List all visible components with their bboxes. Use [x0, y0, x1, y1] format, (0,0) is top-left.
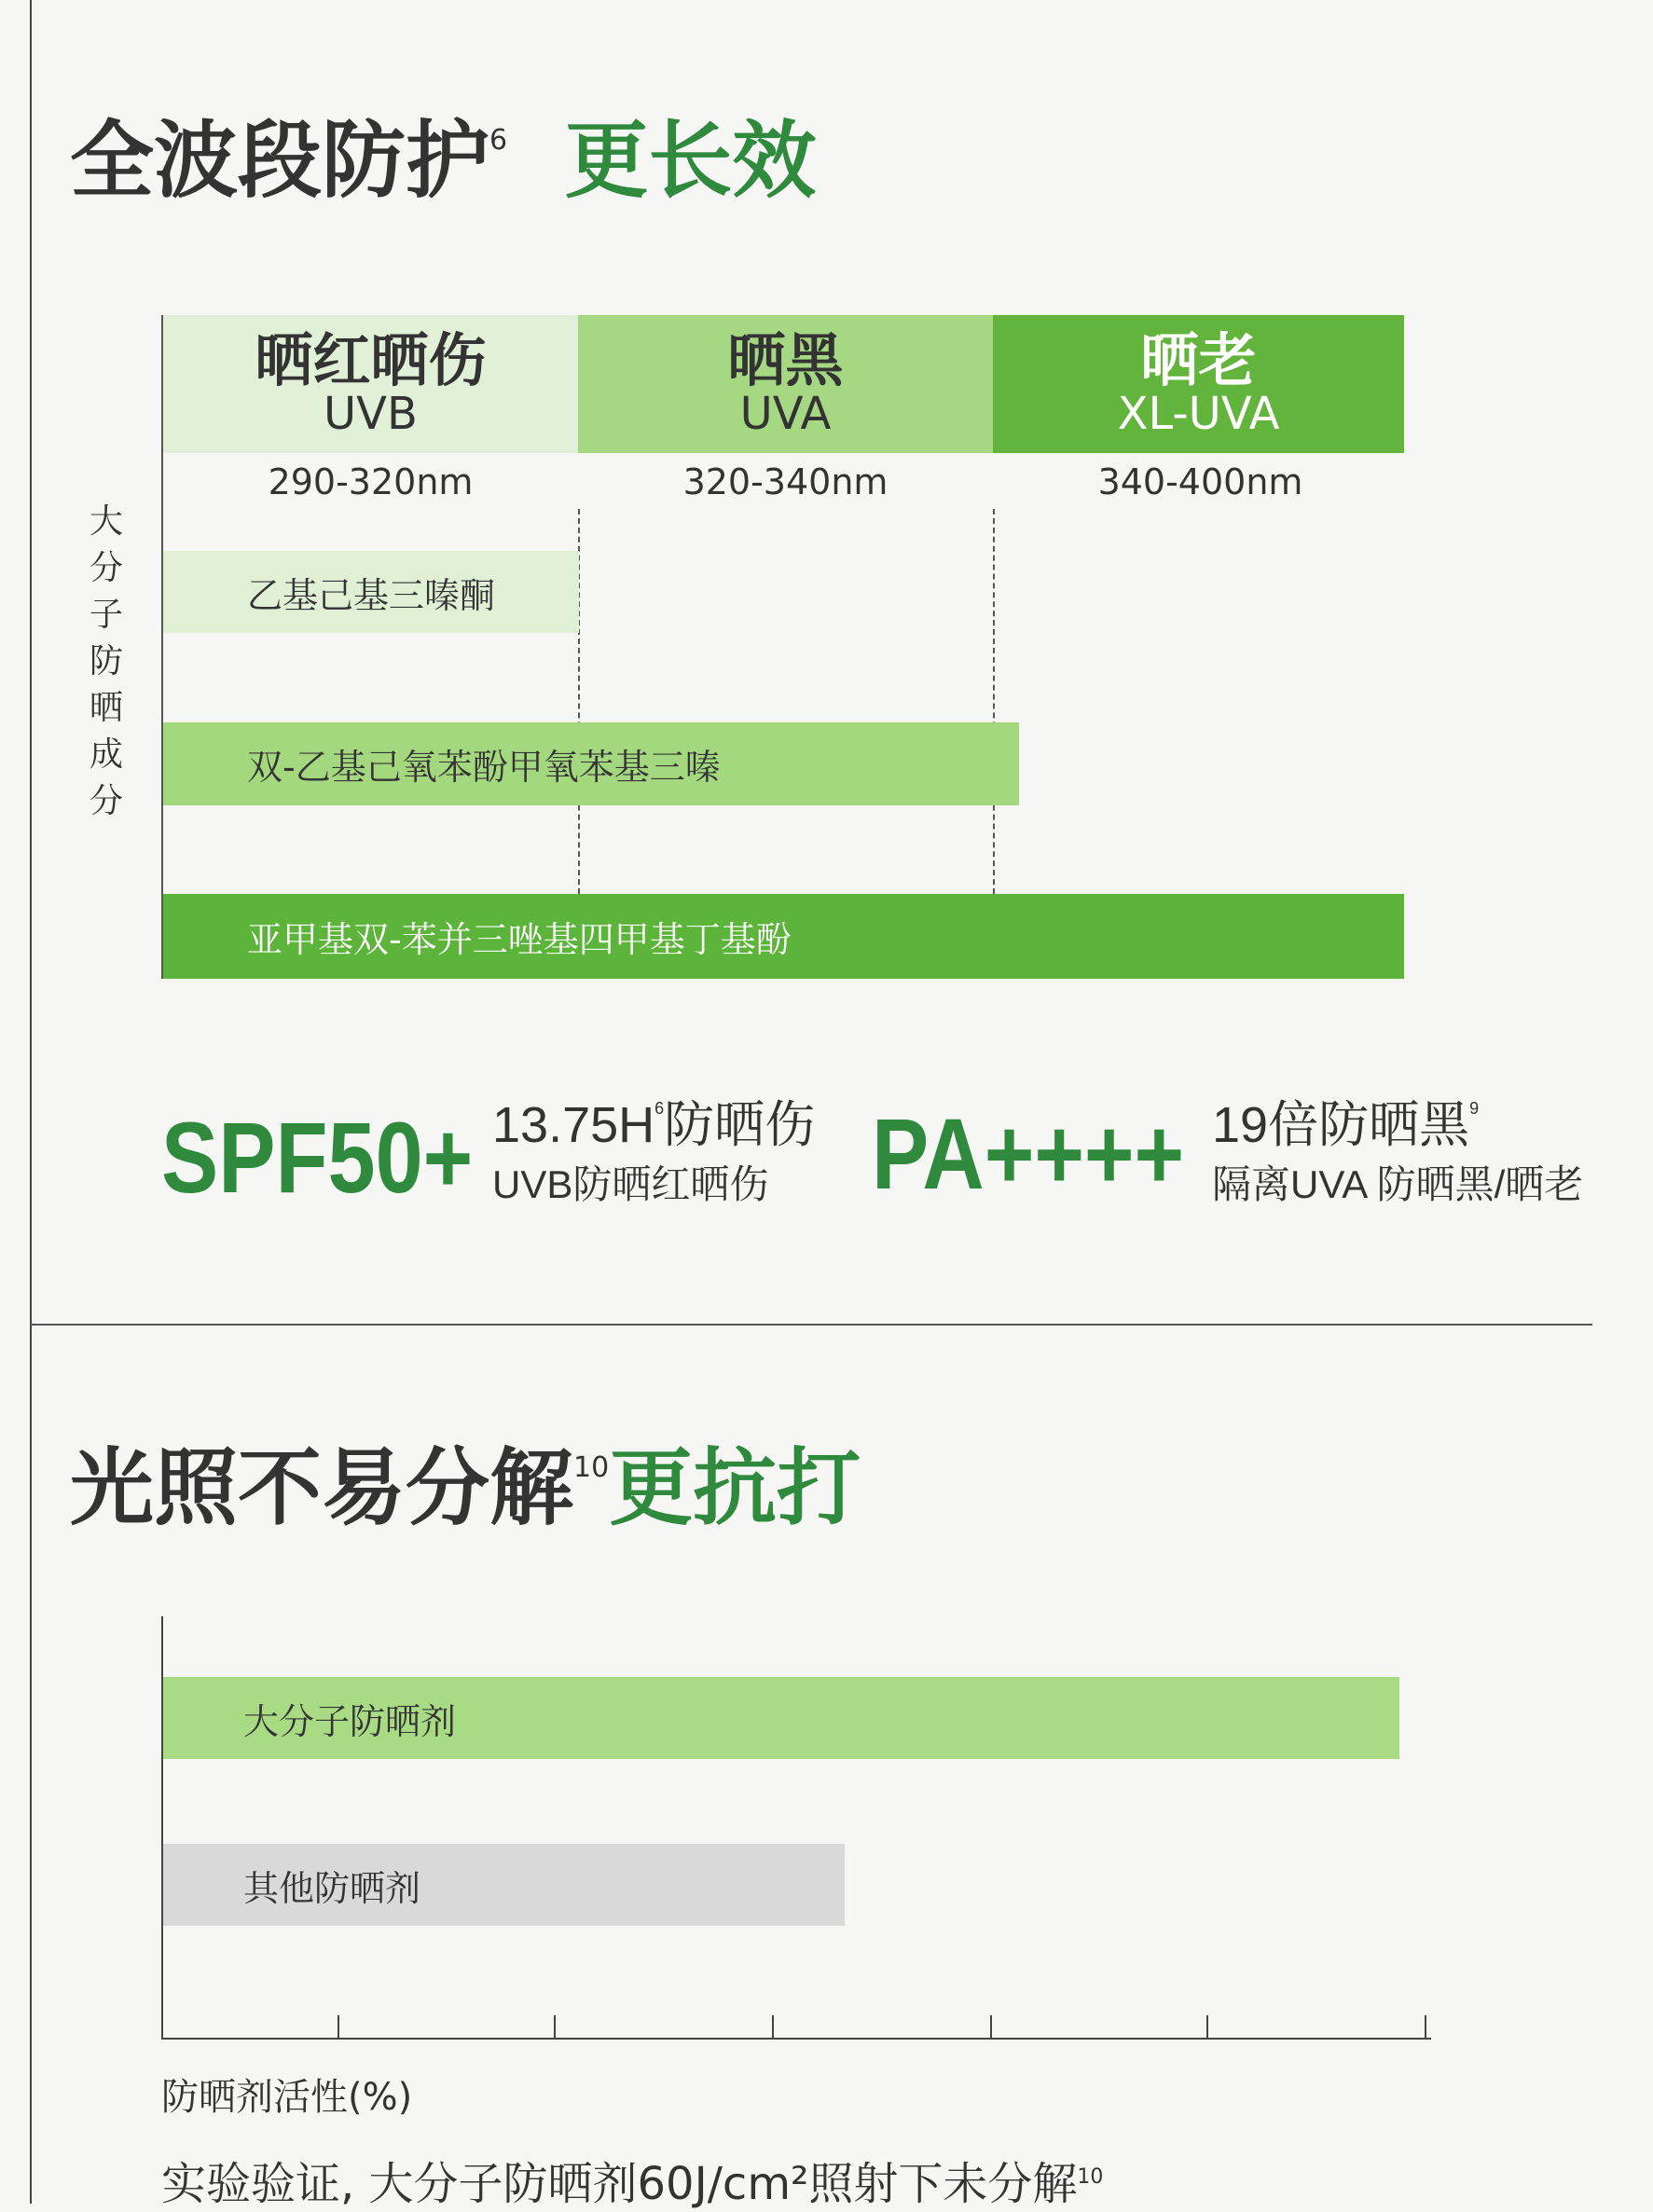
- spf-hours: 13.75H: [492, 1097, 655, 1153]
- band-header-uva: [578, 315, 993, 453]
- x-tick: [772, 2015, 774, 2038]
- band-name: 晒红晒伤: [255, 326, 487, 395]
- band-code: UVB: [324, 388, 418, 441]
- x-tick: [1425, 2015, 1426, 2038]
- band-range-xluva: 340-400nm: [1097, 461, 1303, 502]
- band-code: UVA: [739, 388, 832, 441]
- band-header-xluva: [993, 315, 1404, 453]
- section2-title: [70, 1439, 861, 1537]
- footnote: [161, 2148, 1103, 2212]
- band-range-uvb: 290-320nm: [268, 461, 474, 502]
- bar-macromolecule: [163, 1677, 1399, 1759]
- x-tick: [990, 2015, 992, 2038]
- band-range-uva: 320-340nm: [682, 461, 888, 502]
- x-tick: [337, 2015, 339, 2038]
- ingredient-bar: [163, 722, 1019, 805]
- footnote-mark: 10: [1077, 2165, 1104, 2189]
- band-name: 晒老: [1140, 326, 1257, 395]
- pa-multiplier: 19倍防晒黑: [1212, 1097, 1470, 1153]
- spf-hours-label: 防晒伤: [664, 1097, 816, 1153]
- title-accent: 更抗打: [609, 1439, 861, 1537]
- ingredient-label: 亚甲基双-苯并三唑基四甲基丁基酚: [247, 919, 792, 960]
- spf-rating: SPF50+: [161, 1101, 474, 1214]
- spf-detail-line2: UVB防晒红晒伤: [492, 1162, 769, 1206]
- footnote-text: 实验验证, 大分子防晒剂60J/cm²照射下未分解: [161, 2158, 1078, 2210]
- x-tick: [554, 2015, 556, 2038]
- section-divider: [31, 1324, 1592, 1326]
- band-header-uvb: [163, 315, 578, 453]
- section1-title: [70, 112, 817, 210]
- spf-detail-line1: [492, 1097, 816, 1153]
- pa-detail-line1: [1212, 1097, 1480, 1153]
- bar-label: 大分子防晒剂: [243, 1700, 457, 1742]
- ingredient-bar: [163, 551, 579, 633]
- x-tick: [1206, 2015, 1208, 2038]
- pa-detail-line2: 隔离UVA 防晒黑/晒老: [1212, 1162, 1584, 1206]
- x-axis-label: 防晒剂活性(%): [161, 2076, 413, 2119]
- band-code: XL-UVA: [1117, 388, 1280, 441]
- band-divider-dashed: [993, 509, 995, 894]
- footnote-mark: 6: [654, 1099, 665, 1118]
- y-axis-label: 大分子防晒成分: [89, 502, 123, 820]
- left-border-line: [30, 0, 32, 2204]
- band-name: 晒黑: [727, 326, 844, 395]
- bar-label: 其他防晒剂: [243, 1867, 421, 1909]
- title-footnote: 10: [573, 1451, 610, 1484]
- title-main: 光照不易分解: [70, 1439, 573, 1537]
- chart-x-axis: [161, 2038, 1431, 2040]
- ingredient-label: 乙基己基三嗪酮: [247, 574, 496, 616]
- pa-rating: PA++++: [872, 1097, 1185, 1210]
- title-footnote: 6: [489, 124, 508, 157]
- ingredient-bar: [163, 894, 1404, 979]
- title-main: 全波段防护: [70, 112, 489, 210]
- ingredient-label: 双-乙基己氧苯酚甲氧苯基三嗪: [247, 747, 721, 788]
- bar-other: [163, 1844, 845, 1926]
- footnote-mark: 9: [1469, 1099, 1480, 1118]
- title-accent: 更长效: [564, 112, 817, 210]
